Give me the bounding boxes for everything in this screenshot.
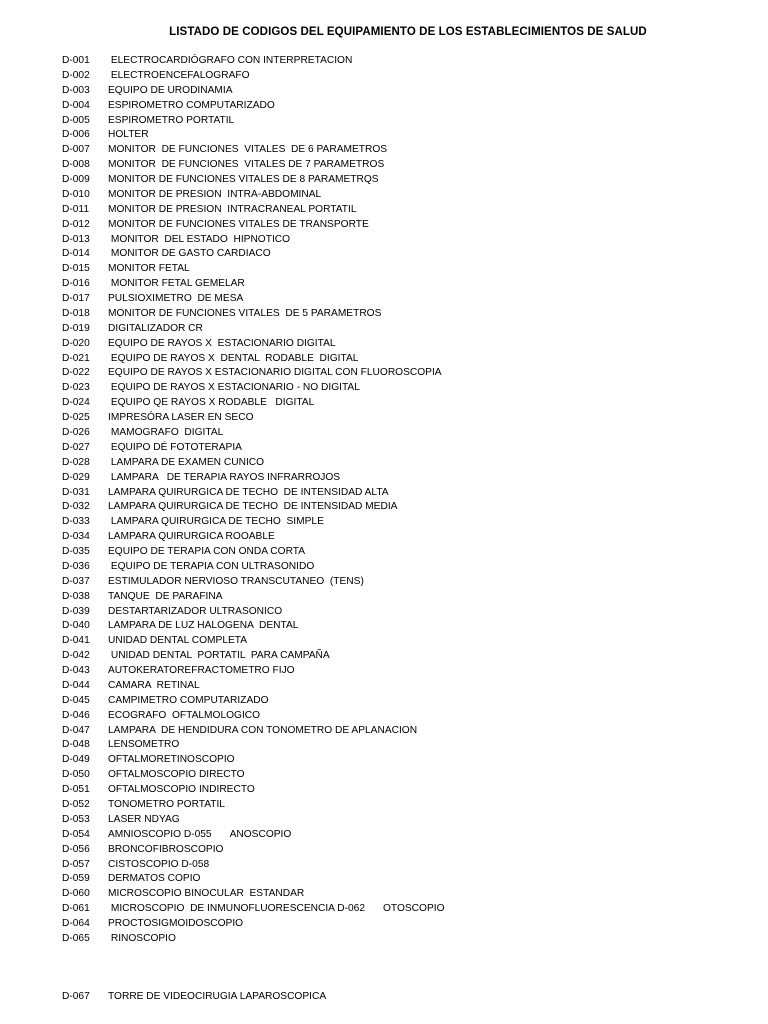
item-name: AUTOKERATOREFRACTOMETRO FIJO [108, 665, 295, 677]
item-name: TANQUE DE PARAFINA [108, 590, 223, 602]
list-item [62, 590, 223, 604]
item-name: LAMPARA QUIRURGICA ROOABLE [108, 531, 275, 543]
list-item [62, 500, 397, 514]
item-name: EQUIPO DÉ FOTOTERAPIA [108, 441, 242, 453]
item-name: TONOMETRO PORTATIL [108, 799, 225, 810]
item-code: D-018 [62, 307, 90, 319]
item-code: D-033 [62, 516, 90, 528]
list-item [62, 381, 360, 395]
item-name: DERMATOS COPIO [108, 873, 201, 885]
list-item [62, 694, 269, 708]
list-item [62, 247, 271, 261]
item-code: D-067 [62, 991, 90, 1002]
item-extra-name: OTOSCOPIO [383, 903, 445, 915]
item-code: D-041 [62, 635, 90, 647]
item-code: D-065 [62, 932, 90, 944]
list-item [62, 768, 245, 782]
list-item [62, 605, 282, 619]
item-code: D-013 [62, 233, 90, 245]
item-extra-name: ANOSCOPIO [229, 828, 292, 840]
item-code: D-057 [62, 858, 90, 870]
list-item [62, 783, 255, 797]
list-item [62, 575, 364, 589]
item-code: D-038 [62, 590, 90, 602]
item-name: LAMPARA QUIRURGICA DE TECHO DE INTENSIDAD MEDIA [108, 501, 398, 513]
item-name: MICROSCOPIO BINOCULAR ESTANDAR [108, 888, 305, 900]
list-item [62, 858, 209, 872]
item-name: RINOSCOPIO [108, 932, 176, 944]
list-item [62, 932, 176, 946]
list-item [62, 738, 179, 752]
list-item [62, 366, 442, 380]
list-item [62, 307, 381, 321]
item-code: D-003 [62, 84, 90, 96]
item-name: BRONCOFIBROSCOPIO [108, 843, 224, 855]
list-item [62, 828, 291, 842]
item-name: EQUIPO DE RAYOS X DENTAL RODABLE DIGITAL [108, 352, 359, 364]
item-name: DIGITALIZADOR CR [108, 322, 203, 334]
item-code: D-047 [62, 724, 90, 736]
item-code: D-032 [62, 501, 90, 513]
item-code: D-064 [62, 918, 90, 930]
item-code: D-036 [62, 560, 90, 572]
item-name: AMNIOSCOPIO D-055 [108, 828, 212, 840]
item-name: EQUIPO DE TERAPIA CON ULTRASONIDO [108, 560, 315, 572]
item-name: LAMPARA DE TERAPIA RAYOS INFRARROJOS [108, 471, 341, 483]
footer-list-item [62, 990, 326, 1004]
item-code: D-059 [62, 873, 90, 885]
item-code: D-019 [62, 322, 90, 334]
item-code: D-001 [62, 55, 90, 66]
item-name: MONITOR DE FUNCIONES VITALES DE 6 PARAMETROS [108, 144, 388, 156]
item-code: D-011 [62, 203, 89, 215]
item-name: HOLTER [108, 129, 149, 141]
item-name: LAMPARA DE HENDIDURA CON TONOMETRO DE APLANACION [108, 724, 418, 736]
item-name: EQUIPO DE RAYOS X ESTACIONARIO - NO DIGITAL [108, 382, 360, 394]
item-name: LASER NDYAG [108, 813, 180, 825]
list-item [62, 917, 243, 931]
item-code: D-060 [62, 888, 90, 900]
item-code: D-054 [62, 828, 90, 840]
list-item [62, 396, 314, 410]
item-name: UNIDAD DENTAL COMPLETA [108, 635, 248, 647]
item-name: LAMPARA DE EXAMEN CUNICO [108, 456, 265, 468]
list-item [62, 813, 180, 827]
list-item [62, 560, 314, 574]
list-item [62, 619, 298, 633]
item-name: ECOGRAFO OFTALMOLOGICO [108, 709, 261, 721]
item-name: MONITOR DE FUNCIONES VITALES DE 5 PARAMETROS [108, 307, 382, 319]
item-name: EQUIPO DE RAYOS X ESTACIONARIO DIGITAL CON FLUOROSCOPIA [108, 367, 442, 379]
list-item [62, 724, 417, 738]
item-code: D-040 [62, 620, 90, 632]
item-name: MONITOR DE GASTO CARDIACO [108, 248, 271, 260]
item-name: LENSOMETRO [108, 739, 180, 751]
list-item [62, 411, 254, 425]
list-item [62, 664, 295, 678]
item-code: D-061 [62, 903, 90, 915]
item-code: D-009 [62, 174, 90, 186]
item-name: ESPIROMETRO COMPUTARIZADO [108, 99, 275, 111]
list-item [62, 456, 264, 470]
item-name: MONITOR DE FUNCIONES VITALES DE TRANSPORTE [108, 218, 369, 230]
list-item [62, 753, 235, 767]
item-code: D-035 [62, 546, 90, 558]
page-title: LISTADO DE CODIGOS DEL EQUIPAMIENTO DE LOS ESTABLECIMIENTOS DE SALUD [169, 26, 647, 38]
list-item [62, 203, 357, 217]
list-item [62, 441, 242, 455]
list-item [62, 872, 200, 886]
item-code: D-025 [62, 412, 90, 424]
list-item [62, 337, 336, 351]
list-item [62, 634, 247, 648]
list-item [62, 887, 304, 901]
list-item [62, 471, 340, 485]
list-item [62, 114, 234, 128]
item-name: ELECTROENCEFALOGRAFO [108, 69, 250, 81]
item-code: D-002 [62, 69, 90, 81]
list-item [62, 679, 200, 693]
list-item [62, 262, 190, 276]
list-item [62, 545, 305, 559]
item-name: TORRE DE VIDEOCIRUGIA LAPAROSCOPICA [108, 991, 327, 1002]
item-code: D-029 [62, 471, 90, 483]
item-name: MONITOR DE FUNCIONES VITALES DE 8 PARAMETRQS [108, 174, 379, 186]
list-item [62, 530, 275, 544]
item-code: D-026 [62, 427, 90, 438]
item-name: PROCTOSIGMOIDOSCOPIO [108, 918, 244, 930]
item-code: D-021 [62, 352, 90, 364]
item-code: D-024 [62, 397, 90, 409]
list-item [62, 143, 387, 157]
list-item [62, 426, 223, 440]
item-name: CISTOSCOPIO D-058 [108, 858, 210, 870]
list-item [62, 515, 324, 529]
item-name: OFTALMORETINOSCOPIO [108, 754, 235, 766]
item-code: D-039 [62, 605, 90, 617]
item-name: ESTIMULADOR NERVIOSO TRANSCUTANEO (TENS) [108, 575, 364, 587]
item-name: LAMPARA QUIRURGICA DE TECHO SIMPLE [108, 516, 324, 528]
item-code: D-046 [62, 709, 90, 721]
item-code: D-045 [62, 694, 90, 706]
item-code: D-031 [62, 486, 90, 498]
item-name: ESPIROMETRO PORTATIL [108, 114, 235, 126]
list-item [62, 352, 358, 366]
item-code: D-027 [62, 441, 90, 453]
item-code: D-007 [62, 144, 90, 156]
item-code: D-028 [62, 456, 90, 468]
item-code: D-052 [62, 799, 90, 810]
list-item [62, 84, 233, 98]
item-code: D-010 [62, 188, 90, 200]
item-name: OFTALMOSCOPIO DIRECTO [108, 769, 245, 781]
item-code: D-034 [62, 531, 90, 543]
item-code: D-005 [62, 114, 90, 126]
item-name: MONITOR FETAL GEMELAR [108, 278, 245, 290]
list-item [62, 188, 321, 202]
list-item [62, 292, 243, 306]
item-code: D-044 [62, 679, 90, 691]
list-item [62, 277, 245, 291]
item-name: MONITOR DEL ESTADO HIPNOTICO [108, 233, 291, 245]
list-item [62, 798, 225, 812]
item-name: OFTALMOSCOPIO INDIRECTO [108, 784, 255, 796]
list-item [62, 128, 149, 142]
item-code: D-042 [62, 650, 90, 662]
item-name: EQUIPO DE RAYOS X ESTACIONARIO DIGITAL [108, 337, 336, 349]
item-code: D-037 [62, 575, 90, 587]
list-item [62, 173, 379, 187]
item-code: D-053 [62, 813, 90, 825]
list-item [62, 486, 389, 500]
item-code: D-006 [62, 129, 90, 141]
item-name: DESTARTARIZADOR ULTRASONICO [108, 605, 283, 617]
item-code: D-008 [62, 159, 90, 171]
list-item [62, 218, 369, 232]
list-item [62, 322, 203, 336]
item-name: PULSIOXIMETRO DE MESA [108, 293, 244, 305]
item-name: MONITOR DE FUNCIONES VITALES DE 7 PARAMETROS [108, 159, 385, 171]
item-code: D-004 [62, 99, 90, 111]
item-name: IMPRESÓRA LASER EN SECO [108, 412, 254, 424]
item-code: D-020 [62, 337, 90, 349]
item-code: D-017 [62, 293, 90, 305]
item-code: D-016 [62, 278, 90, 290]
item-name: EQUIPO QE RAYOS X RODABLE DIGITAL [108, 397, 315, 409]
item-code: D-051 [62, 784, 90, 796]
list-item [62, 99, 275, 113]
item-name: CAMARA RETINAL [108, 679, 200, 691]
item-code: D-050 [62, 769, 90, 781]
list-item [62, 649, 330, 663]
item-code: D-012 [62, 218, 90, 230]
item-code: D-048 [62, 739, 90, 751]
item-code: D-023 [62, 382, 90, 394]
list-item [62, 158, 384, 172]
item-name: LAMPARA DE LUZ HALOGENA DENTAL [108, 620, 299, 632]
item-name: MONITOR DE PRESION INTRACRANEAL PORTATIL [108, 203, 357, 215]
item-name: MONITOR FETAL [108, 263, 190, 275]
item-code: D-022 [62, 367, 90, 379]
item-name: EQUIPO DE TERAPIA CON ONDA CORTA [108, 546, 305, 558]
item-name: CAMPIMETRO COMPUTARIZADO [108, 694, 269, 706]
item-name: ELECTROCARDIÓGRAFO CON INTERPRETACION [108, 55, 353, 66]
list-item [62, 709, 260, 723]
list-item [62, 69, 250, 83]
item-code: D-015 [62, 263, 90, 275]
list-item [62, 902, 445, 916]
item-name: LAMPARA QUIRURGICA DE TECHO DE INTENSIDAD ALTA [108, 486, 389, 498]
item-code: D-014 [62, 248, 90, 260]
item-name: MAMOGRAFO DIGITAL [108, 427, 224, 438]
item-code: D-056 [62, 843, 90, 855]
item-code: D-049 [62, 754, 90, 766]
list-item [62, 233, 290, 247]
item-code: D-043 [62, 665, 90, 677]
item-name: MICROSCOPIO DE INMUNOFLUORESCENCIA D-062 [108, 903, 365, 915]
item-name: MONITOR DE PRESION INTRA-ABDOMINAL [108, 188, 322, 200]
item-name: UNIDAD DENTAL PORTATIL PARA CAMPAÑA [108, 650, 330, 662]
list-item [62, 843, 223, 857]
item-name: EQUIPO DE URODINAMIA [108, 84, 233, 96]
list-item [62, 54, 352, 68]
